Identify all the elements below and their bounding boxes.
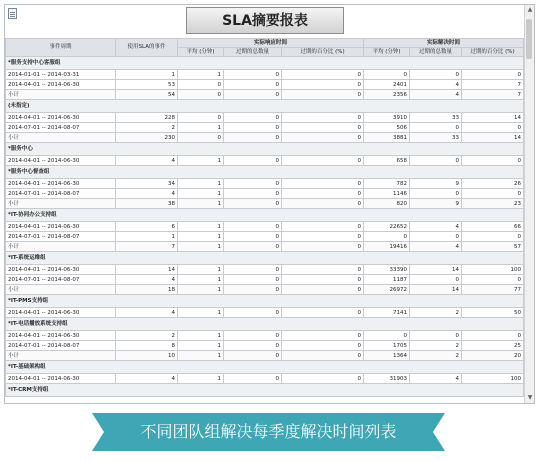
row-value: 0 — [410, 275, 462, 285]
row-value: 0 — [178, 133, 224, 143]
row-value: 0 — [224, 351, 282, 361]
row-value: 0 — [178, 90, 224, 100]
col-header-resolve-overdue: 过期的总数量 — [410, 48, 462, 57]
row-value: 7 — [116, 242, 178, 252]
row-value: 0 — [282, 123, 364, 133]
row-value: 25 — [462, 341, 524, 351]
row-value: 1 — [178, 265, 224, 275]
row-value: 0 — [462, 189, 524, 199]
row-value: 53 — [116, 80, 178, 90]
row-value: 0 — [224, 189, 282, 199]
row-value: 33390 — [364, 265, 410, 275]
row-period: 2014-01-01 -- 2014-03-31 — [6, 70, 116, 80]
subtotal-row — [6, 199, 524, 209]
group-name: *服务中心督查组 — [6, 166, 524, 179]
row-period: 小计 — [6, 90, 116, 100]
row-value: 0 — [364, 232, 410, 242]
row-value: 506 — [364, 123, 410, 133]
col-header-response: 实际响应时间 — [178, 39, 364, 48]
row-value: 1 — [178, 308, 224, 318]
row-value: 1 — [178, 331, 224, 341]
row-value: 26 — [462, 179, 524, 189]
group-row — [6, 252, 524, 265]
row-period: 小计 — [6, 242, 116, 252]
row-value: 0 — [282, 331, 364, 341]
row-period: 2014-07-01 -- 2014-08-07 — [6, 275, 116, 285]
row-value: 1146 — [364, 189, 410, 199]
table-row — [6, 189, 524, 199]
col-header-response-overdue: 过期的总数量 — [224, 48, 282, 57]
subtotal-row — [6, 285, 524, 295]
group-row — [6, 361, 524, 374]
row-value: 228 — [116, 113, 178, 123]
table-row — [6, 113, 524, 123]
row-period: 2014-07-01 -- 2014-08-07 — [6, 341, 116, 351]
sla-summary-table — [5, 38, 524, 397]
row-value: 1 — [178, 70, 224, 80]
row-value: 1 — [178, 179, 224, 189]
row-value: 1 — [178, 199, 224, 209]
sla-table-body — [6, 57, 524, 397]
row-value: 0 — [282, 90, 364, 100]
row-value: 0 — [224, 275, 282, 285]
row-value: 54 — [116, 90, 178, 100]
row-value: 0 — [282, 232, 364, 242]
row-value: 1 — [178, 232, 224, 242]
row-period: 2014-04-01 -- 2014-06-30 — [6, 265, 116, 275]
row-value: 26972 — [364, 285, 410, 295]
row-value: 4 — [116, 308, 178, 318]
table-row — [6, 70, 524, 80]
col-header-resolve-pct: 过期的百分比 (%) — [462, 48, 524, 57]
col-header-sla-count: 使用SLA的事件 — [116, 39, 178, 57]
row-value: 6 — [116, 222, 178, 232]
row-value: 0 — [178, 80, 224, 90]
row-value: 33 — [410, 133, 462, 143]
row-value: 0 — [282, 133, 364, 143]
table-row — [6, 232, 524, 242]
row-value: 1 — [178, 156, 224, 166]
group-name: *IT-系统运维组 — [6, 252, 524, 265]
row-value: 0 — [224, 308, 282, 318]
row-value: 0 — [282, 275, 364, 285]
subtotal-row — [6, 90, 524, 100]
group-name: (未指定) — [6, 100, 524, 113]
row-value: 2 — [410, 351, 462, 361]
row-period: 2014-04-01 -- 2014-06-30 — [6, 331, 116, 341]
row-value: 0 — [224, 341, 282, 351]
row-value: 1 — [178, 285, 224, 295]
row-value: 3910 — [364, 113, 410, 123]
row-value: 4 — [410, 90, 462, 100]
row-period: 2014-07-01 -- 2014-08-07 — [6, 232, 116, 242]
row-value: 2 — [116, 331, 178, 341]
row-value: 18 — [116, 285, 178, 295]
row-value: 1705 — [364, 341, 410, 351]
row-value: 0 — [410, 123, 462, 133]
row-value: 0 — [462, 331, 524, 341]
subtotal-row — [6, 133, 524, 143]
row-period: 2014-04-01 -- 2014-06-30 — [6, 179, 116, 189]
row-value: 0 — [224, 265, 282, 275]
row-value: 4 — [410, 242, 462, 252]
row-period: 2014-07-01 -- 2014-08-07 — [6, 189, 116, 199]
group-row — [6, 57, 524, 70]
row-value: 0 — [364, 331, 410, 341]
row-value: 0 — [224, 199, 282, 209]
group-row — [6, 166, 524, 179]
vertical-scrollbar[interactable] — [524, 5, 534, 403]
row-value: 0 — [364, 70, 410, 80]
group-name: *IT-电话播放系统支持组 — [6, 318, 524, 331]
group-row — [6, 209, 524, 222]
row-value: 0 — [178, 113, 224, 123]
row-value: 31903 — [364, 374, 410, 384]
row-value: 14 — [410, 265, 462, 275]
row-value: 3881 — [364, 133, 410, 143]
row-value: 1 — [178, 123, 224, 133]
row-value: 0 — [224, 133, 282, 143]
col-header-resolve-avg: 平均 (分钟) — [364, 48, 410, 57]
row-value: 9 — [410, 179, 462, 189]
row-period: 2014-04-01 -- 2014-06-30 — [6, 156, 116, 166]
row-value: 14 — [462, 133, 524, 143]
group-name: *服务中心 — [6, 143, 524, 156]
col-header-response-avg: 平均 (分钟) — [178, 48, 224, 57]
document-icon — [8, 8, 17, 19]
row-value: 1 — [178, 351, 224, 361]
row-value: 4 — [410, 80, 462, 90]
group-row — [6, 384, 524, 397]
col-header-period: 事件周期 — [6, 39, 116, 57]
table-row — [6, 80, 524, 90]
row-value: 782 — [364, 179, 410, 189]
report-title-button[interactable]: SLA摘要报表 — [186, 7, 344, 34]
row-value: 1 — [178, 222, 224, 232]
row-value: 0 — [410, 156, 462, 166]
row-value: 0 — [282, 199, 364, 209]
row-value: 7141 — [364, 308, 410, 318]
row-period: 2014-07-01 -- 2014-08-07 — [6, 123, 116, 133]
table-row — [6, 179, 524, 189]
row-value: 0 — [224, 242, 282, 252]
table-row — [6, 331, 524, 341]
row-value: 7 — [462, 80, 524, 90]
caption-banner — [92, 413, 445, 451]
row-value: 0 — [282, 80, 364, 90]
row-value: 19416 — [364, 242, 410, 252]
report-window — [4, 4, 535, 404]
row-value: 0 — [282, 308, 364, 318]
row-value: 14 — [116, 265, 178, 275]
row-value: 0 — [224, 285, 282, 295]
row-value: 0 — [282, 222, 364, 232]
row-value: 77 — [462, 285, 524, 295]
row-value: 0 — [462, 275, 524, 285]
row-value: 4 — [116, 189, 178, 199]
row-value: 22652 — [364, 222, 410, 232]
row-value: 9 — [410, 199, 462, 209]
row-value: 0 — [410, 232, 462, 242]
row-value: 23 — [462, 199, 524, 209]
row-value: 0 — [282, 179, 364, 189]
row-value: 0 — [282, 341, 364, 351]
row-value: 0 — [282, 189, 364, 199]
row-value: 14 — [410, 285, 462, 295]
row-value: 658 — [364, 156, 410, 166]
row-value: 100 — [462, 374, 524, 384]
row-value: 1 — [178, 189, 224, 199]
group-row — [6, 318, 524, 331]
table-row — [6, 123, 524, 133]
row-value: 1187 — [364, 275, 410, 285]
row-value: 4 — [410, 222, 462, 232]
scroll-down-icon[interactable]: ▼ — [527, 394, 533, 401]
table-row — [6, 275, 524, 285]
group-name: *IT-CRM支持组 — [6, 384, 524, 397]
row-value: 0 — [224, 80, 282, 90]
row-value: 0 — [282, 242, 364, 252]
row-period: 小计 — [6, 285, 116, 295]
row-value: 34 — [116, 179, 178, 189]
row-period: 2014-04-01 -- 2014-06-30 — [6, 113, 116, 123]
row-value: 0 — [224, 113, 282, 123]
row-value: 0 — [224, 179, 282, 189]
row-period: 小计 — [6, 199, 116, 209]
group-name: *IT-协同办公支持组 — [6, 209, 524, 222]
row-value: 7 — [462, 90, 524, 100]
row-value: 57 — [462, 242, 524, 252]
row-value: 0 — [224, 331, 282, 341]
row-value: 1 — [178, 374, 224, 384]
row-value: 4 — [116, 374, 178, 384]
row-value: 0 — [282, 156, 364, 166]
row-period: 2014-04-01 -- 2014-06-30 — [6, 222, 116, 232]
row-value: 1 — [116, 232, 178, 242]
col-header-response-pct: 过期的百分比 (%) — [282, 48, 364, 57]
table-row — [6, 308, 524, 318]
row-value: 0 — [224, 70, 282, 80]
row-value: 0 — [224, 232, 282, 242]
row-period: 小计 — [6, 351, 116, 361]
table-row — [6, 341, 524, 351]
row-value: 14 — [462, 113, 524, 123]
row-value: 1 — [178, 341, 224, 351]
row-value: 0 — [224, 222, 282, 232]
subtotal-row — [6, 351, 524, 361]
row-value: 0 — [282, 265, 364, 275]
row-value: 50 — [462, 308, 524, 318]
row-value: 2401 — [364, 80, 410, 90]
row-value: 2 — [410, 341, 462, 351]
table-row — [6, 156, 524, 166]
group-row — [6, 143, 524, 156]
row-value: 230 — [116, 133, 178, 143]
row-period: 2014-04-01 -- 2014-06-30 — [6, 308, 116, 318]
row-value: 0 — [224, 374, 282, 384]
caption-text: 不同团队组解决每季度解决时间列表 — [140, 422, 397, 441]
row-value: 4 — [116, 156, 178, 166]
row-value: 1 — [178, 242, 224, 252]
row-period: 小计 — [6, 133, 116, 143]
row-value: 33 — [410, 113, 462, 123]
row-value: 0 — [224, 123, 282, 133]
row-value: 20 — [462, 351, 524, 361]
row-value: 1 — [178, 275, 224, 285]
row-value: 0 — [224, 156, 282, 166]
row-value: 0 — [410, 331, 462, 341]
row-value: 4 — [410, 374, 462, 384]
row-value: 2 — [410, 308, 462, 318]
row-value: 1364 — [364, 351, 410, 361]
subtotal-row — [6, 242, 524, 252]
row-value: 4 — [116, 275, 178, 285]
row-value: 10 — [116, 351, 178, 361]
row-value: 1 — [116, 70, 178, 80]
row-value: 0 — [224, 90, 282, 100]
row-value: 100 — [462, 265, 524, 275]
row-value: 0 — [282, 351, 364, 361]
scroll-up-icon[interactable]: ▲ — [527, 6, 533, 13]
table-row — [6, 222, 524, 232]
row-value: 2356 — [364, 90, 410, 100]
row-value: 0 — [410, 189, 462, 199]
row-period: 2014-04-01 -- 2014-06-30 — [6, 80, 116, 90]
row-value: 0 — [462, 232, 524, 242]
scroll-thumb[interactable] — [526, 19, 532, 59]
row-value: 0 — [410, 70, 462, 80]
row-value: 0 — [282, 374, 364, 384]
row-value: 0 — [462, 156, 524, 166]
group-name: *服务支持中心客服组 — [6, 57, 524, 70]
row-value: 0 — [282, 285, 364, 295]
col-header-resolve: 实际解决时间 — [364, 39, 524, 48]
row-value: 38 — [116, 199, 178, 209]
row-value: 0 — [282, 70, 364, 80]
group-name: *IT-基础架构组 — [6, 361, 524, 374]
row-value: 2 — [116, 123, 178, 133]
row-period: 2014-04-01 -- 2014-06-30 — [6, 374, 116, 384]
row-value: 66 — [462, 222, 524, 232]
row-value: 0 — [282, 113, 364, 123]
table-row — [6, 265, 524, 275]
group-row — [6, 295, 524, 308]
row-value: 0 — [462, 70, 524, 80]
row-value: 8 — [116, 341, 178, 351]
group-name: *IT-PMS支持组 — [6, 295, 524, 308]
table-row — [6, 374, 524, 384]
group-row — [6, 100, 524, 113]
row-value: 820 — [364, 199, 410, 209]
row-value: 0 — [462, 123, 524, 133]
